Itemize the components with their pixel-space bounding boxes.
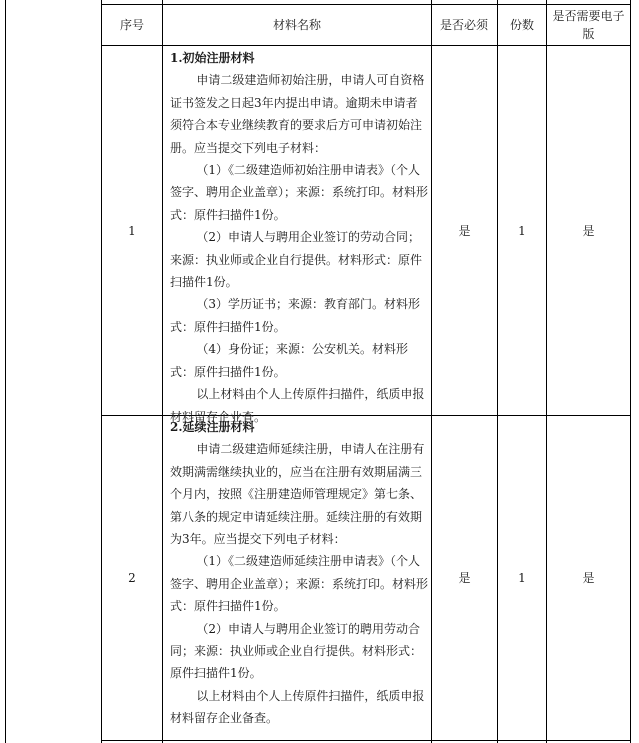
row-2-required: 是: [458, 571, 471, 585]
row-1-required: 是: [458, 223, 471, 238]
table-border: [162, 0, 163, 743]
row-1-heading: 1.初始注册材料: [170, 51, 255, 65]
header-copies: 份数: [509, 18, 534, 32]
header-material-name: 材料名称: [272, 18, 321, 32]
row-2-heading: 2.延续注册材料: [170, 420, 255, 434]
row-1-paragraph: 以上材料由个人上传原件扫描件，纸质申报材料留存企业查。: [170, 387, 425, 424]
row-2-copies: 1: [518, 571, 526, 585]
row-1-paragraph: （3）学历证书；来源：教育部门。材料形式：原件扫描件1份。: [170, 297, 421, 334]
table-border-left: [5, 0, 6, 743]
row-2-paragraph: 以上材料由个人上传原件扫描件，纸质申报材料留存企业备查。: [170, 688, 425, 726]
row-2-seq: 2: [128, 571, 136, 585]
row-1-paragraph: （4）身份证；来源：公安机关。材料形式：原件扫描件1份。: [170, 342, 409, 379]
table-border: [101, 740, 631, 741]
table-border-right: [630, 0, 631, 743]
row-2-electronic: 是: [582, 571, 595, 585]
row-1-paragraph: （2）申请人与聘用企业签订的劳动合同；来源：执业师或企业自行提供。材料形式：原件扫描件1份。: [170, 230, 423, 290]
header-required: 是否必须: [439, 18, 488, 32]
row-2-material-name: [170, 416, 428, 730]
row-1-electronic: 是: [582, 223, 595, 238]
header-seq: 序号: [119, 18, 144, 32]
row-1-paragraph: 申请二级建造师初始注册，申请人可自资格证书签发之日起3年内提出申请。逾期未申请者须符合本专业继续教育的要求后方可申请初始注册。应当提交下列电子材料：: [170, 73, 425, 155]
row-2-paragraph: （2）申请人与聘用企业签订的聘用劳动合同；来源：执业师或企业自行提供。材料形式：原件扫描件1份。: [170, 621, 423, 681]
row-1-copies: 1: [518, 223, 526, 238]
header-electronic-required: 是否需要电子版: [552, 9, 625, 41]
row-1-material-name: [170, 47, 428, 428]
row-1-seq: 1: [128, 223, 136, 238]
row-1-paragraph: （1）《二级建造师初始注册申请表》（个人签字、聘用企业盖章）；来源：系统打印。材料形式：原件扫描件1份。: [170, 163, 429, 222]
row-2-paragraph: 申请二级建造师延续注册，申请人在注册有效期满需继续执业的，应当在注册有效期届满三个月内，按照《注册建造师管理规定》第七条、第八条的规定申请延续注册。延续注册的有效期为3年。应当提交下列电子材料：: [170, 442, 425, 547]
row-2-paragraph: （1）《二级建造师延续注册申请表》（个人签字、聘用企业盖章）；来源：系统打印。材料形式：原件扫描件1份。: [170, 554, 429, 614]
